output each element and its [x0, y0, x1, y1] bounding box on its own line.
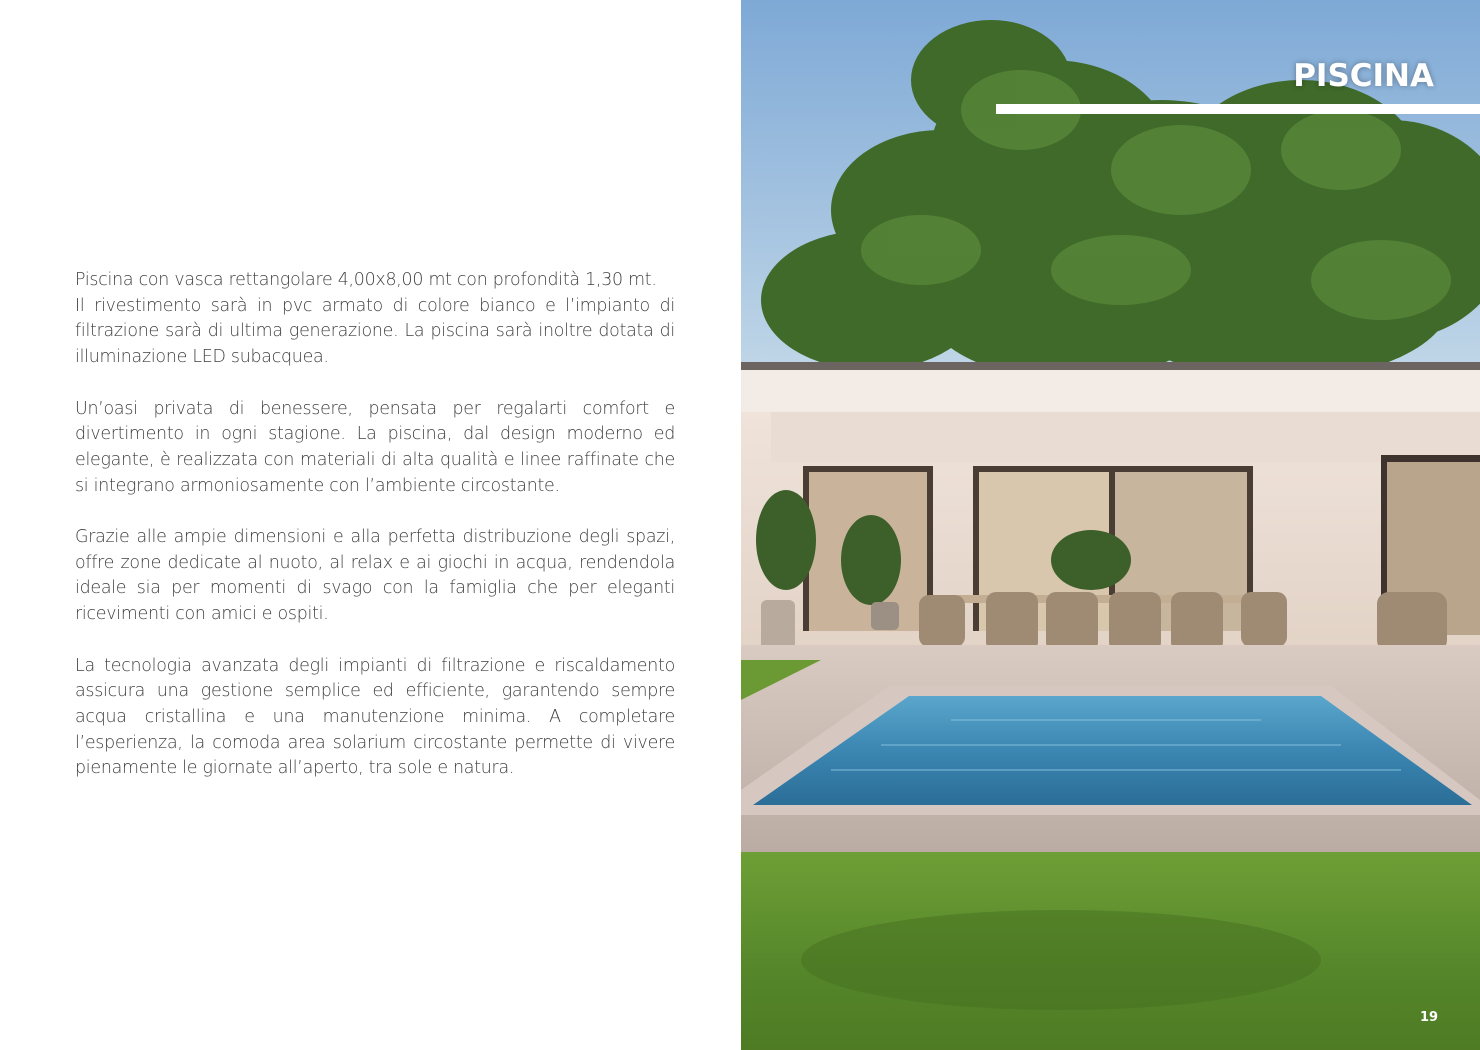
- page-number: 19: [1420, 1010, 1439, 1025]
- paragraph-technology: La tecnologia avanzata degli impianti di filtrazione e riscaldamento assicura una gestione semplice ed efficiente, garantendo sempre acqua cristallina e una manutenzione minima. A completare l’esperienza, la comoda area solarium circostante permette di vivere pienamente le giornate all’aperto, tra sole e natura.: [75, 655, 675, 779]
- title-underline: [996, 104, 1480, 114]
- pool-render-image: [741, 0, 1480, 1050]
- section-title: PISCINA: [1293, 58, 1434, 94]
- specs-line-dimensions: Piscina con vasca rettangolare 4,00x8,00 mt con profondità 1,30 mt.: [75, 270, 657, 290]
- paragraph-spaces: Grazie alle ampie dimensioni e alla perfetta distribuzione degli spazi, offre zone dedicate al nuoto, al relax e ai giochi in acqua, rendendola ideale sia per momenti di svago con la famiglia che per eleganti ricevimenti con amici e ospiti.: [75, 527, 675, 625]
- paragraph-wellness: Un’oasi privata di benessere, pensata per regalarti comfort e divertimento in ogni stagione. La piscina, dal design moderno ed elegante, è realizzata con materiali di alta qualità e linee raffinate che si integrano armoniosamente con l’ambiente circostante.: [75, 398, 675, 496]
- description-column: [75, 268, 675, 782]
- paragraph-specs: [75, 268, 675, 371]
- specs-line-lining: Il rivestimento sarà in pvc armato di colore bianco e l’impianto di filtrazione sarà di ultima generazione. La piscina sarà inoltre dotata di illuminazione LED subacquea.: [75, 295, 675, 368]
